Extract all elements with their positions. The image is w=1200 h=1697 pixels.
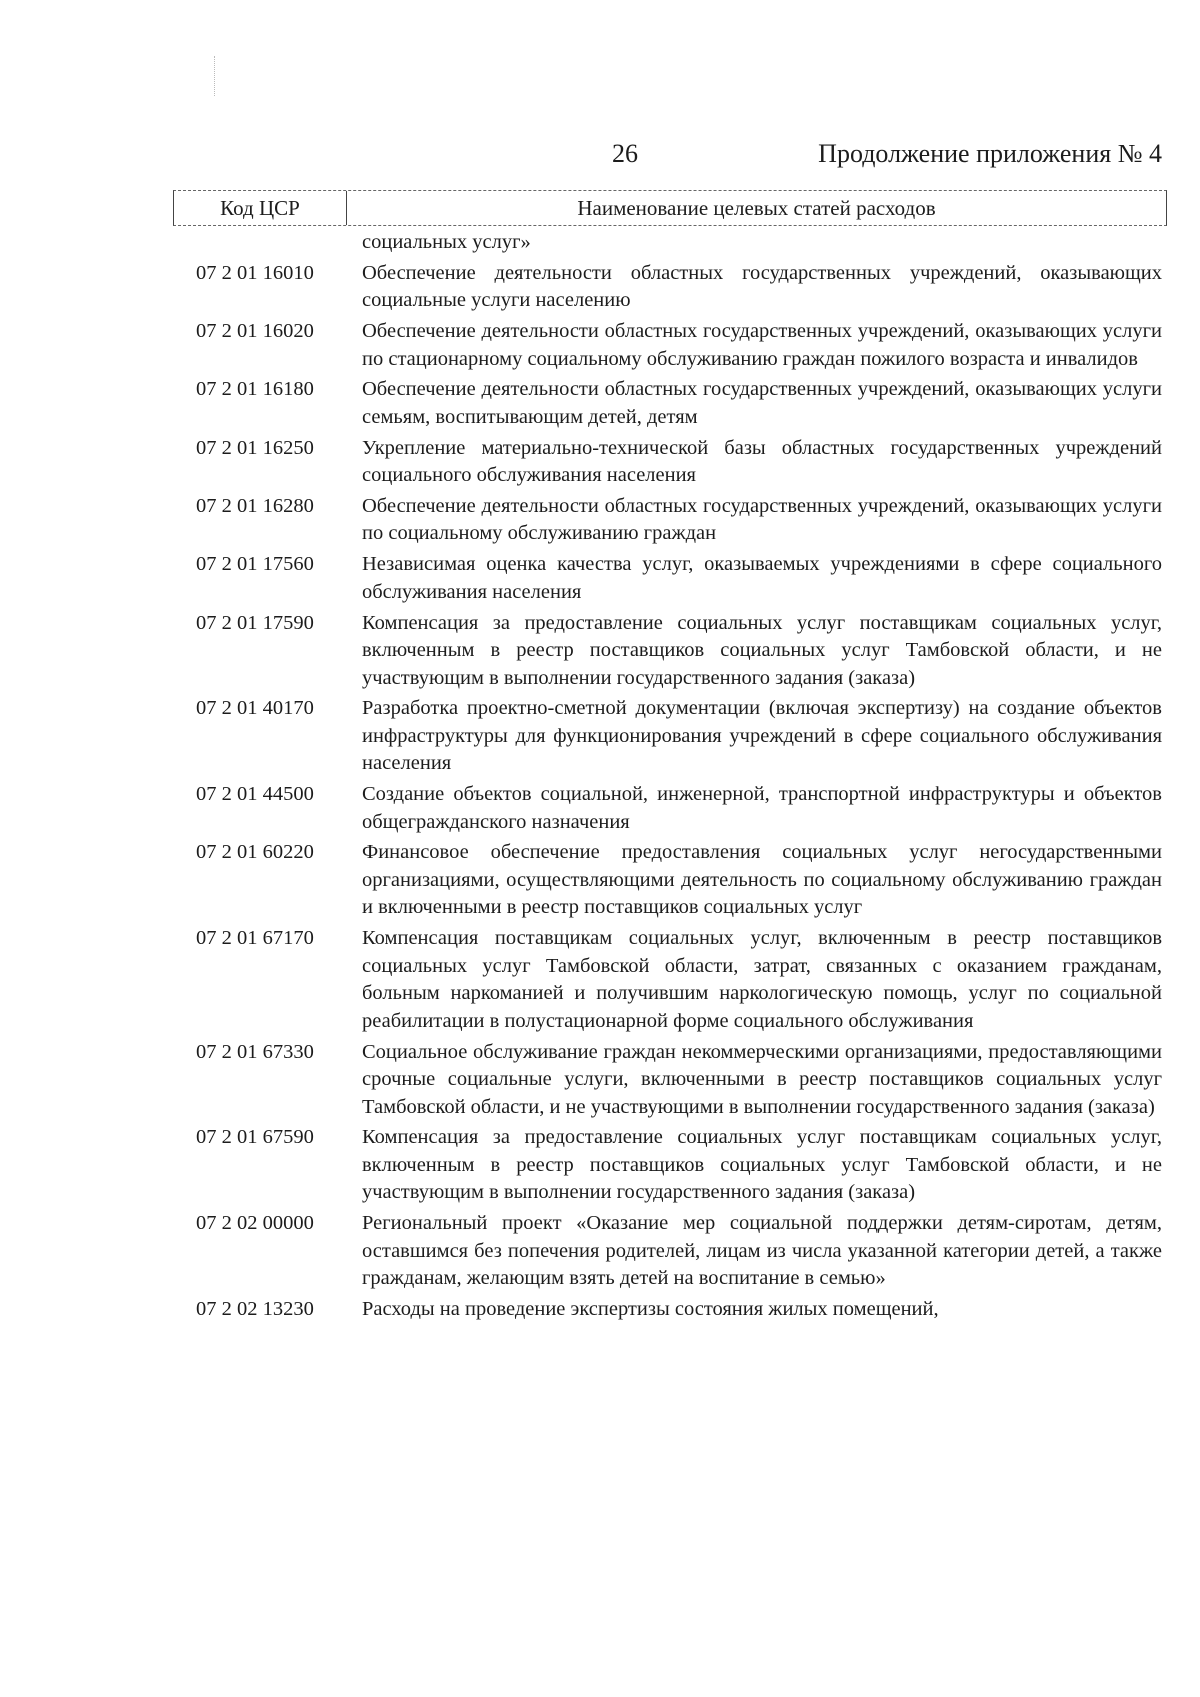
table-body xyxy=(196,229,1162,1327)
row-code: 07 2 01 17560 xyxy=(196,553,314,576)
table-row xyxy=(196,551,1162,606)
row-description: Обеспечение деятельности областных государственных учреждений, оказывающих социальные услуги населению xyxy=(362,261,1162,312)
table-row xyxy=(196,1124,1162,1207)
row-description: Компенсация поставщикам социальных услуг, включенным в реестр поставщиков социальных услуг Тамбовской области, затрат, связанных с оказанием гражданам, больным наркоманией и получившим наркологическую помощь, услуг по социальной реабилитации в полустационарной форме социального обслуживания xyxy=(362,927,1162,1032)
row-description: Обеспечение деятельности областных государственных учреждений, оказывающих услуги по социальному обслуживанию граждан xyxy=(362,494,1162,545)
row-description: социальных услуг» xyxy=(362,231,531,253)
table-row xyxy=(196,260,1162,315)
row-code: 07 2 02 13230 xyxy=(196,1297,314,1320)
row-description: Создание объектов социальной, инженерной, транспортной инфраструктуры и объектов общегражданского назначения xyxy=(362,783,1162,833)
row-description: Независимая оценка качества услуг, оказываемых учреждениями в сфере социального обслуживания населения xyxy=(362,553,1162,603)
row-code: 07 2 01 67590 xyxy=(196,1126,314,1149)
table-header xyxy=(173,190,1167,226)
table-row xyxy=(196,781,1162,836)
row-description: Компенсация за предоставление социальных услуг поставщикам социальных услуг, включенным в реестр поставщиков социальных услуг Тамбовской области, и не участвующим в выполнении государственного задания (заказа) xyxy=(362,611,1162,689)
row-code: 07 2 01 67170 xyxy=(196,927,314,950)
table-row xyxy=(196,318,1162,373)
row-code: 07 2 01 17590 xyxy=(196,611,314,634)
table-row xyxy=(196,435,1162,490)
row-description: Обеспечение деятельности областных государственных учреждений, оказывающих услуги по стационарному социальному обслуживанию граждан пожилого возраста и инвалидов xyxy=(362,320,1162,370)
page-number: 26 xyxy=(612,139,638,168)
row-code: 07 2 01 44500 xyxy=(196,783,314,806)
row-description: Региональный проект «Оказание мер социальной поддержки детям-сиротам, детям, оставшимся без попечения родителей, лицам из числа указанной категории детей, а также гражданам, желающим взять детей на воспитание в семью» xyxy=(362,1212,1162,1290)
table-row xyxy=(196,610,1162,693)
row-code: 07 2 01 16180 xyxy=(196,378,314,401)
row-description: Социальное обслуживание граждан некоммерческими организациями, предоставляющими срочные социальные услуги, включенными в реестр поставщиков социальных услуг Тамбовской области, и не участвующими в выполнении государственного задания (заказа) xyxy=(362,1040,1162,1118)
row-description: Обеспечение деятельности областных государственных учреждений, оказывающих услуги семьям, воспитывающим детей, детям xyxy=(362,378,1162,428)
row-code: 07 2 01 16020 xyxy=(196,320,314,343)
table-row xyxy=(196,493,1162,548)
table-row xyxy=(196,695,1162,778)
row-description: Расходы на проведение экспертизы состояния жилых помещений, xyxy=(362,1297,939,1320)
appendix-continuation-caption: Продолжение приложения № 4 xyxy=(818,139,1162,168)
row-code: 07 2 01 67330 xyxy=(196,1040,314,1063)
row-description: Разработка проектно-сметной документации (включая экспертизу) на создание объектов инфраструктуры для функционирования учреждений в сфере социального обслуживания населения xyxy=(362,697,1162,775)
row-description: Финансовое обеспечение предоставления социальных услуг негосударственными организациями, осуществляющими деятельность по социальному обслуживанию граждан и включенными в реестр поставщиков социальных услуг xyxy=(362,841,1162,919)
row-code xyxy=(196,229,362,257)
row-description: Компенсация за предоставление социальных услуг поставщикам социальных услуг, включенным в реестр поставщиков социальных услуг Тамбовской области, и не участвующим в выполнении государственного задания (заказа) xyxy=(362,1126,1162,1204)
table-row xyxy=(196,229,1162,257)
header-code-column: Код ЦСР xyxy=(174,191,347,225)
row-code: 07 2 01 16280 xyxy=(196,494,314,517)
row-code: 07 2 01 60220 xyxy=(196,841,314,864)
row-description: Укрепление материально-технической базы областных государственных учреждений социального обслуживания населения xyxy=(362,436,1162,487)
row-code: 07 2 01 40170 xyxy=(196,697,314,720)
table-row xyxy=(196,1296,1162,1324)
row-code: 07 2 01 16010 xyxy=(196,261,314,284)
table-row xyxy=(196,1210,1162,1293)
table-row xyxy=(196,839,1162,922)
row-code: 07 2 01 16250 xyxy=(196,436,314,459)
table-row xyxy=(196,925,1162,1035)
row-code: 07 2 02 00000 xyxy=(196,1212,314,1235)
table-row xyxy=(196,376,1162,431)
table-row xyxy=(196,1039,1162,1122)
header-name-column: Наименование целевых статей расходов xyxy=(577,195,936,220)
scan-margin-mark xyxy=(214,56,217,96)
